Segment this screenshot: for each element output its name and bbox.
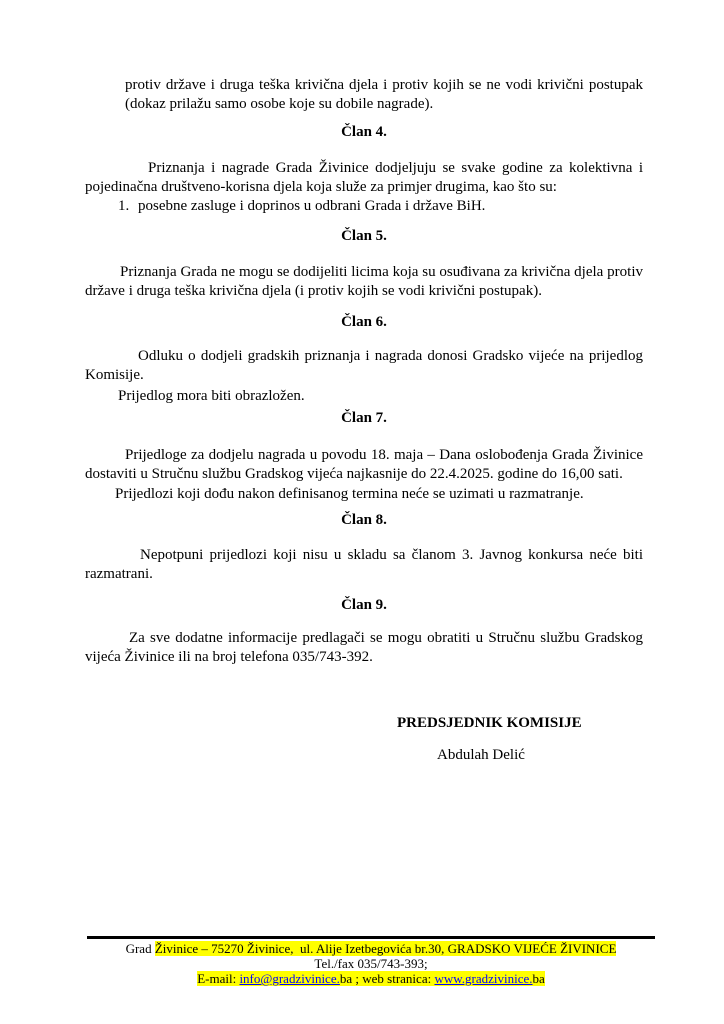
footer-email-label: E-mail: bbox=[197, 971, 240, 986]
paragraph-line: Nepotpuni prijedlozi koji nisu u skladu sa članom 3. Javnog konkursa neće biti bbox=[140, 547, 643, 563]
article-5-paragraph bbox=[85, 263, 643, 301]
article-7-heading: Član 7. bbox=[341, 410, 387, 426]
article-6-heading: Član 6. bbox=[341, 314, 387, 330]
signature-name: Abdulah Delić bbox=[437, 747, 525, 763]
paragraph-line: Priznanja i nagrade Grada Živinice dodjeljuju se svake godine za kolektivna i bbox=[148, 160, 643, 176]
signature-title: PREDSJEDNIK KOMISIJE bbox=[397, 715, 582, 731]
article-9-heading: Član 9. bbox=[341, 597, 387, 613]
article-6-paragraph bbox=[85, 347, 643, 385]
footer-address-line bbox=[87, 941, 655, 956]
article-9-paragraph bbox=[85, 629, 643, 667]
website-link[interactable]: www.gradzivinice. bbox=[434, 971, 533, 986]
footer-phone-line: Tel./fax 035/743-393; bbox=[314, 956, 428, 971]
list-text: posebne zasluge i doprinos u odbrani Grada i države BiH. bbox=[138, 198, 486, 214]
article-8-heading: Član 8. bbox=[341, 512, 387, 528]
document-body bbox=[85, 76, 643, 667]
paragraph-line: Priznanja Grada ne mogu se dodijeliti licima koja su osuđivana za krivična djela protiv bbox=[120, 264, 643, 280]
paragraph-line: pojedinačna društveno-korisna djela koja služe za primjer drugima, kao što su: bbox=[85, 179, 557, 195]
article-6-paragraph-2: Prijedlog mora biti obrazložen. bbox=[118, 388, 305, 404]
page-footer bbox=[87, 936, 655, 986]
paragraph-line: dostaviti u Stručnu službu Gradskog vijeća najkasnije do 22.4.2025. godine do 16,00 sati. bbox=[85, 466, 623, 482]
web-suffix: ba bbox=[532, 971, 545, 986]
email-link[interactable]: info@gradzivinice. bbox=[239, 971, 340, 986]
paragraph-line: Odluku o dodjeli gradskih priznanja i nagrada donosi Gradsko vijeće na prijedlog bbox=[138, 348, 643, 364]
article-7-paragraph-2: Prijedlozi koji dođu nakon definisanog termina neće se uzimati u razmatranje. bbox=[115, 486, 584, 502]
list-item-1 bbox=[85, 197, 643, 216]
article-5-heading: Član 5. bbox=[341, 228, 387, 244]
paragraph-line: države i druga teška krivična djela (i protiv kojih se vodi krivični postupak). bbox=[85, 283, 542, 299]
continued-paragraph bbox=[125, 76, 643, 114]
paragraph-line: Komisije. bbox=[85, 367, 144, 383]
paragraph-line: vijeća Živinice ili na broj telefona 035/743-392. bbox=[85, 649, 373, 665]
list-number: 1. bbox=[118, 198, 130, 214]
paragraph-line: razmatrani. bbox=[85, 566, 153, 582]
article-4-heading: Član 4. bbox=[341, 124, 387, 140]
article-8-paragraph bbox=[85, 546, 643, 584]
article-7-paragraph bbox=[85, 446, 643, 484]
paragraph-line: protiv države i druga teška krivična djela i protiv kojih se ne vodi krivični postupak bbox=[125, 77, 643, 93]
article-4-paragraph bbox=[85, 159, 643, 216]
paragraph-line: (dokaz prilažu samo osobe koje su dobile nagrade). bbox=[125, 96, 434, 112]
paragraph-line: Prijedloge za dodjelu nagrada u povodu 18. maja – Dana oslobođenja Grada Živinice bbox=[125, 447, 643, 463]
footer-address-highlight: Živinice – 75270 Živinice, ul. Alije Izetbegovića br.30, GRADSKO VIJEĆE ŽIVINICE bbox=[154, 941, 617, 956]
footer-address-prefix: Grad bbox=[125, 941, 155, 956]
footer-web-label: ; web stranica: bbox=[352, 971, 435, 986]
email-suffix: ba bbox=[339, 971, 353, 986]
footer-contact-line bbox=[87, 971, 655, 986]
paragraph-line: Za sve dodatne informacije predlagači se mogu obratiti u Stručnu službu Gradskog bbox=[129, 630, 643, 646]
